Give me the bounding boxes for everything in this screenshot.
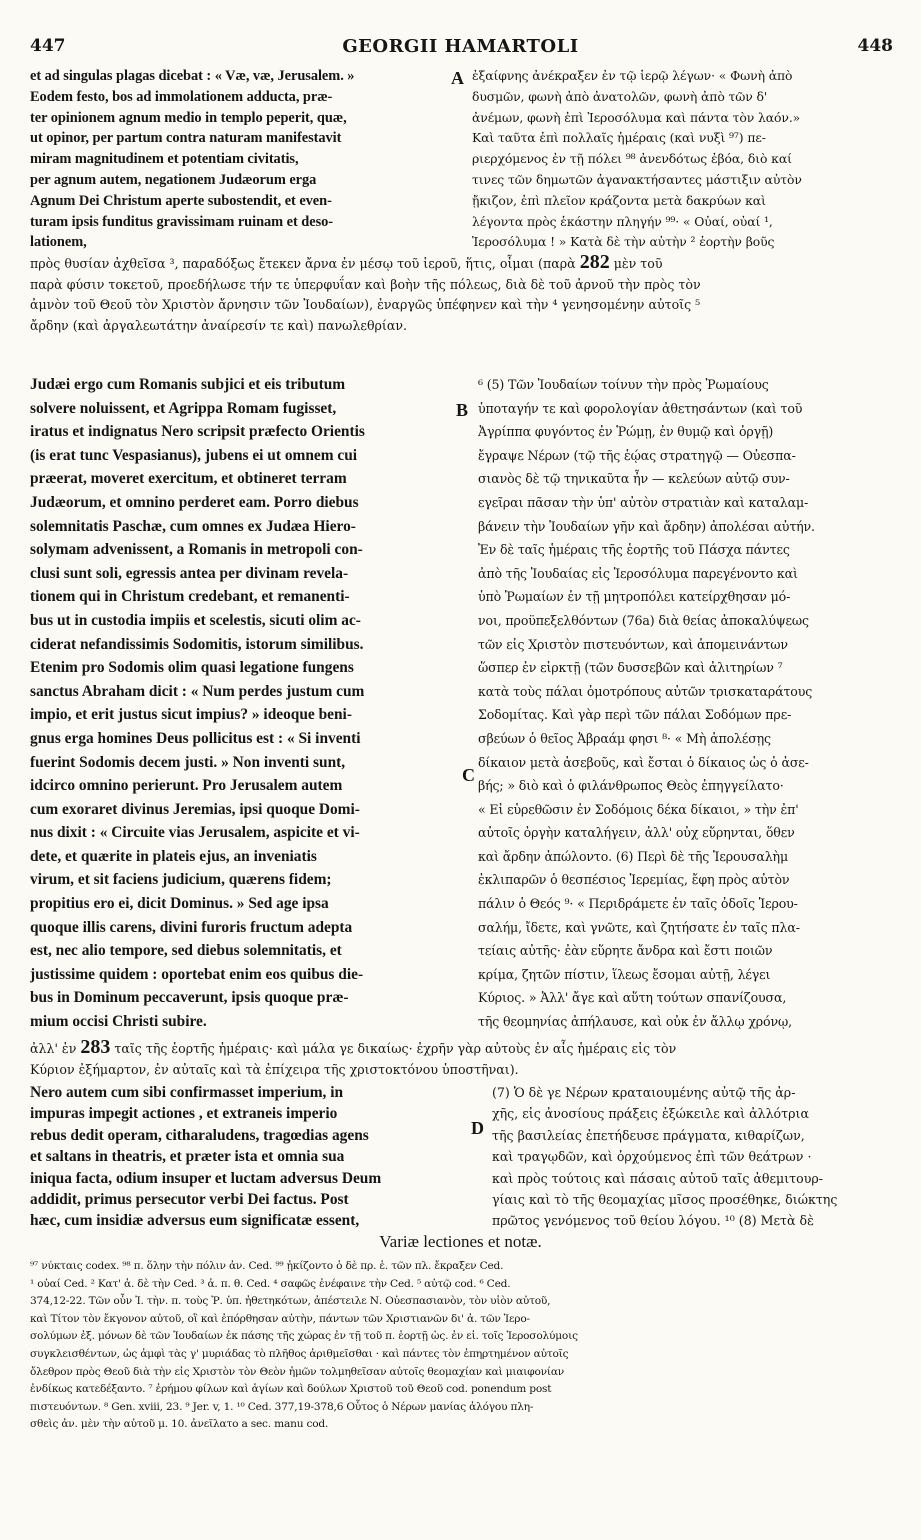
latin-line: bus in Dominum peccaverunt, ipsis quoque præ- — [30, 989, 349, 1007]
greek-column-block-1 — [472, 66, 904, 253]
margin-letter-a: A — [451, 68, 464, 88]
latin-line: tionem qui in Christum credebant, et remanenti- — [30, 588, 350, 606]
latin-line: idcirco omnino perierunt. Pro Jerusalem autem — [30, 777, 343, 795]
margin-letter-d: D — [471, 1118, 484, 1138]
latin-line: Judæorum, et omnino perderet eam. Porro diebus — [30, 493, 359, 511]
greek-line: « Εἰ εὑρεθῶσιν ἐν Σοδόμοις δέκα δίκαιοι, » τὴν ἐπ' — [478, 801, 799, 817]
greek-line: πρὸς θυσίαν ἀχθεῖσα ³, παραδόξως ἔτεκεν ἄρνα ἐν μέσῳ τοῦ ἱεροῦ, ἥτις, οἶμαι (παρὰ 282 μὲν τοῦ — [30, 252, 663, 273]
greek-full-width-block-2 — [30, 1037, 904, 1080]
latin-line: per agnum autem, negationem Judæorum erga — [30, 171, 317, 188]
latin-line: ciderat nefandissimis Sodomitis, istorum similibus. — [30, 635, 364, 653]
greek-line: εγεῖραι πᾶσαν τὴν ὑπ' αὐτὸν στρατιὰν καὶ καταλαμ- — [478, 494, 809, 510]
greek-line: Ἱεροσόλυμα ! » Κατὰ δὲ τὴν αὐτὴν ² ἑορτὴν βοῦς — [472, 234, 775, 250]
greek-line: τείαις αὐτῆς· ἐὰν εὕρητε ἄνδρα καὶ ἔστι ποιῶν — [478, 943, 773, 959]
greek-line: Κύριον ἐξήμαρτον, ἐν αὐταῖς καὶ τὰ ἐπίχειρα τῆς χριστοκτόνου ὑποστῆναι). — [30, 1061, 519, 1077]
latin-line: turam ipsis funditus gravissimam ruinam et deso- — [30, 213, 334, 230]
greek-line: ἄρδην (καὶ ἀργαλεωτάτην ἀναίρεσίν τε καὶ) πανωλεθρίαν. — [30, 317, 408, 333]
greek-line: ἀπὸ τῆς Ἰουδαίας εἰς Ἱεροσόλυμα παρεγένοντο καὶ — [478, 565, 798, 581]
latin-line: mium occisi Christi subire. — [30, 1013, 207, 1031]
greek-line: σαλήμ, ἴδετε, καὶ γνῶτε, καὶ ζητήσατε ἐν ταῖς πλα- — [478, 919, 800, 935]
greek-line: ᾔκιζον, ἐπὶ πλεῖον κράζοντα μετὰ δακρύων καὶ — [472, 192, 766, 208]
latin-line: et saltans in theatris, et præter ista et omnia sua — [30, 1148, 345, 1166]
greek-line: παρὰ φύσιν τοκετοῦ, προεδήλωσε τήν τε ὑπερφυΐαν καὶ βοὴν τῆς πόλεως, διὰ δὲ τοῦ ἀρνοῦ τὴν πρὸς τὸν — [30, 276, 701, 292]
latin-line: ut opinor, per partum contra naturam manifestavit — [30, 130, 342, 147]
greek-line: Ἀγρίππα φυγόντος ἐν Ῥώμῃ, ἐν θυμῷ καὶ ὀργῇ) — [478, 424, 774, 440]
page-title: GEORGII HAMARTOLI — [342, 36, 579, 57]
latin-line: iratus et indignatus Nero scripsit præfecto Orientis — [30, 423, 365, 441]
greek-line: κατὰ τοὺς πάλαι ὁμοτρόπους αὐτῶν τρισκαταράτους — [478, 683, 813, 699]
note-line: 374,12-22. Τῶν οὖν Ἰ. τὴν. π. τοὺς Ῥ. ὑπ. ἠθετηκότων, ἀπέστειλε Ν. Οὐεσπασιανὸν, τὸν υἱὸν αὐτοῦ, — [30, 1295, 551, 1308]
greek-line: γίαις καὶ τὸ τῆς θεομαχίας μῖσος προσέθηκε, διώκτης — [492, 1192, 838, 1208]
latin-line: addidit, primus persecutor verbi Dei factus. Post — [30, 1191, 349, 1209]
latin-column-block-2 — [30, 373, 456, 1034]
latin-line: propitius ero ei, dicit Dominus. » Sed age ipsa — [30, 895, 329, 913]
latin-line: Judæi ergo cum Romanis subjici et eis tributum — [30, 376, 346, 393]
greek-line: ἐκλιπαρῶν ὁ θεσπέσιος Ἱερεμίας, ἔφη πρὸς αὐτὸν — [478, 872, 790, 888]
latin-line: Etenim pro Sodomis olim quasi legatione fungens — [30, 659, 354, 677]
note-line: ⁹⁷ νύκταις codex. ⁹⁸ π. ὅλην τὴν πόλιν ἀν. Ced. ⁹⁹ ᾐκίζοντο ὁ δὲ πρ. ἑ. τῶν πλ. ἔκραξεν Ced. — [30, 1260, 504, 1272]
greek-line: Ἐν δὲ ταῖς ἡμέραις τῆς ἑορτῆς τοῦ Πάσχα πάντες — [478, 542, 790, 558]
latin-line: lationem, — [30, 234, 87, 251]
note-line: ἐνδίκως κατεδέξαντο. ⁷ ἐρήμου φίλων καὶ ἁγίων καὶ δούλων Χριστοῦ τοῦ Θεοῦ cod. ponendum post — [30, 1383, 552, 1396]
greek-line: τινες τῶν δημωτῶν ἀγανακτήσαντες μάστιξιν αὐτὸν — [472, 171, 802, 187]
greek-line: ἀνέμων, φωνὴ ἐπὶ Ἱεροσόλυμα καὶ πάντα τὸν λαόν.» — [472, 109, 801, 125]
greek-line: ⁶ (5) Τῶν Ἰουδαίων τοίνυν τὴν πρὸς Ῥωμαίους — [478, 377, 769, 392]
latin-line: hæc, cum insidiæ adversus eum significatæ essent, — [30, 1212, 360, 1230]
greek-line: ἀμνὸν τοῦ Θεοῦ τὸν Χριστὸν ἄρνησιν τῶν Ἰουδαίων), ἐναργῶς ὑπέφηνεν καὶ τὴν ⁴ γενησομένην αὐτοῖς ⁵ — [30, 297, 701, 312]
notes-heading: Variæ lectiones et notæ. — [379, 1232, 542, 1251]
latin-line: dete, et quærite in plateis ejus, an inveniatis — [30, 847, 317, 865]
greek-line: ριερχόμενος ἐν τῇ πόλει ⁹⁸ ἀνενδότως ἐβόα, διὸ καί — [472, 151, 792, 167]
greek-line: βάνειν τὴν Ἰουδαίων γῆν καὶ ἄρδην) ἀπολέσαι αὐτήν. — [478, 518, 815, 534]
latin-line: quoque illis carens, divini furoris fructum adepta — [30, 918, 353, 936]
greek-line: χῆς, εἰς ἀνοσίους πράξεις ἐξώκειλε καὶ ἀλλότρια — [492, 1106, 809, 1122]
greek-line: λέγοντα πρὸς ἑκάστην πληγήν ⁹⁹· « Οὐαί, οὐαί ¹, — [472, 213, 773, 229]
latin-line: gnus erga homines Deus pollicitus est : « Si inventi — [30, 729, 361, 747]
greek-line: (7) Ὁ δὲ γε Νέρων κραταιουμένης αὐτῷ τῆς ἀρ- — [492, 1085, 796, 1100]
greek-line: πρῶτος γενόμενος τοῦ θείου λόγου. ¹⁰ (8) Μετὰ δὲ — [492, 1213, 814, 1229]
latin-line: bus ut in custodia impiis et scelestis, sicuti olim ac- — [30, 611, 361, 629]
note-line: σθεὶς ἀν. μὲν τὴν αὐτοῦ μ. 10. ἀνεῖλατο a sec. manu cod. — [30, 1418, 329, 1431]
greek-column-block-3 — [492, 1082, 904, 1232]
latin-line: solvere noluissent, et Agrippa Romam fugisset, — [30, 399, 337, 417]
latin-line: Eodem festo, bos ad immolationem adducta, præ- — [30, 88, 333, 105]
latin-line: cum exoraret divinus Jeremias, ipsi quoque Domi- — [30, 800, 360, 818]
greek-line: ἔγραψε Νέρων (τῷ τῆς ἑῴας στρατηγῷ — Οὐεσπα- — [478, 447, 796, 463]
greek-line: νοι, προϋπεξελθόντων (76a) διὰ θείας ἀποκαλύψεως — [478, 612, 809, 628]
critical-apparatus — [30, 1258, 902, 1434]
greek-full-width-block-1 — [30, 252, 904, 336]
latin-line: Nero autem cum sibi confirmasset imperium, in — [30, 1084, 344, 1101]
greek-line: σιανὸς δὲ τῷ τηνικαῦτα ἦν — κελεύων αὐτῷ συν- — [478, 471, 790, 487]
latin-line: præerat, moveret exercitum, et obtineret terram — [30, 470, 347, 488]
latin-line: clusi sunt soli, egressis antea per divinam revela- — [30, 564, 349, 582]
latin-line: solymam advenissent, a Romanis in metropoli con- — [30, 541, 363, 559]
latin-line: est, nec alio tempore, sed diebus solemnitatis, et — [30, 942, 342, 960]
note-line: σολύμων ἐξ. μόνων δὲ τῶν Ἰουδαίων ἐκ πάσης τῆς χώρας ἐν τῇ τοῦ π. ἑορτῇ ὡς. ἐν εἱ. τοῖς Ἱεροσολύμοις — [30, 1330, 578, 1343]
note-line: καὶ Τίτον τὸν ἔκγονον αὐτοῦ, οἳ καὶ ἐπόρθησαν αὐτὴν, πάντων τῶν Χριστιανῶν δι' ἀ. τῶν Ἱερο- — [30, 1312, 530, 1325]
latin-line: solemnitatis Paschæ, cum omnes ex Judæa Hiero- — [30, 517, 356, 535]
greek-line: καὶ πρὸς τούτοις καὶ πάσαις αὐτοῦ ταῖς ἀθεμιτουρ- — [492, 1170, 824, 1186]
latin-line: miram magnitudinem et potentiam civitatis, — [30, 151, 299, 168]
page-marker-282: 282 — [579, 252, 610, 273]
greek-line: δίκαιον μετὰ ἀσεβοῦς, καὶ ἔσται ὁ δίκαιος ὡς ὁ ἀσε- — [478, 754, 809, 770]
latin-line: (is erat tunc Vespasianus), jubens ei ut omnem cui — [30, 446, 358, 464]
latin-column-block-3 — [30, 1082, 470, 1232]
latin-line: ter opinionem agnum medio in templo peperit, quæ, — [30, 109, 347, 126]
latin-line: sanctus Abraham dicit : « Num perdes justum cum — [30, 682, 365, 700]
note-line: ¹ οὐαί Ced. ² Κατ' ἀ. δὲ τὴν Ced. ³ ἀ. π. θ. Ced. ⁴ σαφῶς ἐνέφαινε τὴν Ced. ⁵ αὐτῷ cod. ⁶ Ced. — [30, 1277, 511, 1290]
greek-line: ὑπὸ Ῥωμαίων ἐν τῇ μητροπόλει κατείρχθησαν μό- — [478, 589, 791, 605]
greek-column-block-2 — [478, 373, 904, 1034]
greek-line: ὑποταγήν τε καὶ φορολογίαν ἀθετησάντων (καὶ τοῦ — [478, 400, 803, 416]
greek-line: καὶ τραγῳδῶν, καὶ ὀρχούμενος ἐπὶ τῶν θεάτρων · — [492, 1149, 812, 1165]
greek-line: ἀλλ' ἐν 283 ταῖς τῆς ἑορτῆς ἡμέραις· καὶ μάλα γε δικαίως· ἐχρῆν γὰρ αὐτοὺς ἐν αἷς ἡμέραις εἰς τὸν — [30, 1037, 677, 1058]
note-line: πιστευόντων. ⁸ Gen. xviii, 23. ⁹ Jer. v, 1. ¹⁰ Ced. 377,19-378,6 Οὗτος ὁ Νέρων μανίας ἀλόγου πλη- — [30, 1400, 534, 1413]
greek-line: τῆς θεομηνίας ἀπήλαυσε, καὶ οὐκ ἐν ἄλλῳ χρόνῳ, — [478, 1014, 792, 1030]
greek-line: ἐξαίφνης ἀνέκραξεν ἐν τῷ ἱερῷ λέγων· « Φωνὴ ἀπὸ — [472, 68, 793, 83]
running-header — [0, 36, 921, 66]
margin-letter-b: B — [456, 400, 469, 420]
latin-line: nus dixit : « Circuite vias Jerusalem, aspicite et vi- — [30, 824, 360, 842]
greek-line: σβεύων ὁ θεῖος Ἀβραάμ φησι ⁸· « Μὴ ἀπολέσῃς — [478, 730, 771, 746]
note-line: ὄλεθρον πρὸς Θεοῦ διὰ τὴν εἰς Χριστὸν τὸν Θεὸν ἡμῶν τολμηθεῖσαν αὐτοῖς θεομαχίαν καὶ μιαιφονίαν — [30, 1365, 565, 1378]
left-page-number: 447 — [30, 36, 66, 56]
latin-line: iniqua facta, odium insuper et luctam adversus Deum — [30, 1169, 382, 1187]
latin-line: impio, et erit justus sicut impius? » ideoque beni- — [30, 706, 352, 724]
greek-line: τῶν εἰς Χριστὸν πιστευόντων, καὶ ἀπομεινάντων — [478, 636, 788, 652]
greek-line: τῆς βασιλείας ἐπετήδευσε πράγματα, κιθαρίζων, — [492, 1127, 805, 1143]
page-marker-283: 283 — [80, 1037, 111, 1058]
greek-line: Σοδομίτας. Καὶ γὰρ περὶ τῶν πάλαι Σοδόμων πρε- — [478, 707, 792, 723]
greek-line: Κύριος. » Ἀλλ' ἄγε καὶ αὕτη τούτων σπανίζουσα, — [478, 990, 787, 1006]
right-page-number: 448 — [857, 36, 893, 56]
margin-letter-c: C — [462, 765, 475, 785]
latin-line: rebus dedit operam, citharaludens, tragœdias agens — [30, 1126, 369, 1144]
latin-column-block-1 — [30, 66, 448, 253]
latin-line: virum, et sit faciens judicium, quærens fidem; — [30, 871, 332, 889]
greek-line: δυσμῶν, φωνὴ ἀπὸ ἀνατολῶν, φωνὴ ἀπὸ τῶν δ' — [472, 88, 768, 104]
latin-line: fuerint Sodomis decem justi. » Non inventi sunt, — [30, 753, 346, 771]
greek-line: κρίμα, ζητῶν πίστιν, ἵλεως ἔσομαι αὐτῇ, λέγει — [478, 966, 771, 982]
greek-line: βής; » διὸ καὶ ὁ φιλάνθρωπος Θεὸς ἐπηγγείλατο· — [478, 778, 784, 794]
greek-line: ὥσπερ ἐν εἱρκτῇ (τῶν δυσσεβῶν καὶ ἀλιτηρίων ⁷ — [478, 660, 783, 676]
latin-line: justissime quidem : oportebat enim eos quibus die- — [30, 965, 364, 983]
note-line: συγκλεισθέντων, ὡς ἀμφὶ τὰς γ' μυριάδας τὸ πλῆθος ἀριθμεῖσθαι · καὶ πάντες τὸν ἐπηρτημένον αὐτοῖς — [30, 1347, 569, 1360]
greek-line: καὶ ἄρδην ἀπώλοντο. (6) Περὶ δὲ τῆς Ἱερουσαλὴμ — [478, 848, 788, 864]
latin-line: impuras impegit actiones , et extraneis imperio — [30, 1105, 338, 1123]
greek-line: πάλιν ὁ Θεός ⁹· « Περιδράμετε ἐν ταῖς ὁδοῖς Ἱερου- — [478, 896, 798, 912]
greek-line: Καὶ ταῦτα ἐπὶ πολλαῖς ἡμέραις (καὶ νυξὶ ⁹⁷) πε- — [472, 130, 766, 146]
latin-line: Agnum Dei Christum aperte subostendit, et even- — [30, 192, 332, 209]
latin-line: et ad singulas plagas dicebat : « Væ, væ, Jerusalem. » — [30, 68, 355, 84]
greek-line: αὐτοῖς ὀργὴν καταλήγειν, ἀλλ' οὐχ εὕρηνται, ὅθεν — [478, 825, 795, 841]
